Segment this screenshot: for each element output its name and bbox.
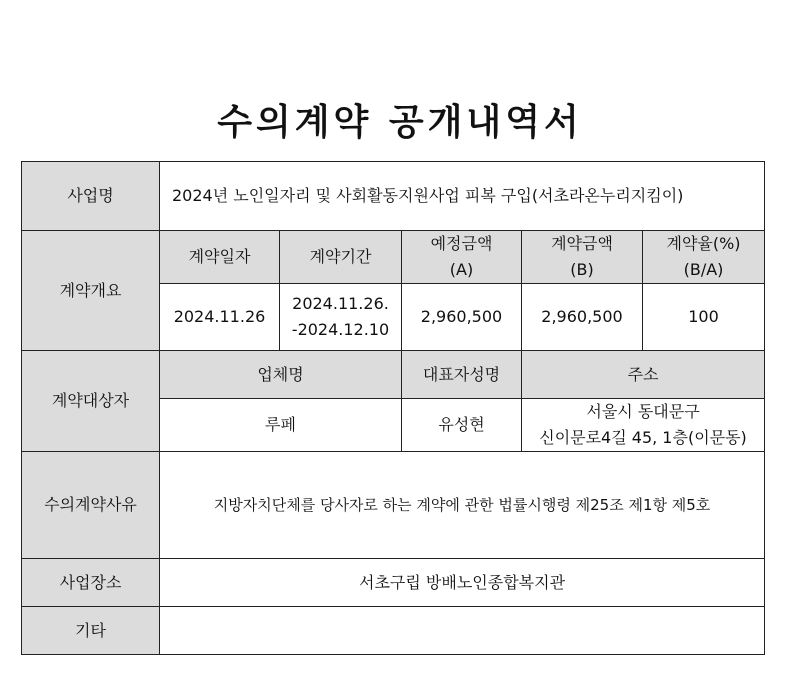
party-header-address: 주소 <box>522 351 765 399</box>
project-label: 사업명 <box>22 162 160 231</box>
party-value-representative: 유성현 <box>402 399 522 452</box>
overview-header-date: 계약일자 <box>160 231 280 284</box>
contract-table <box>21 161 765 655</box>
overview-value-date: 2024.11.26 <box>160 284 280 351</box>
overview-value-amount: 2,960,500 <box>522 284 643 351</box>
location-value: 서초구립 방배노인종합복지관 <box>160 559 765 607</box>
party-label: 계약대상자 <box>22 351 160 452</box>
reason-label: 수의계약사유 <box>22 452 160 559</box>
overview-header-period: 계약기간 <box>280 231 402 284</box>
overview-value-rate: 100 <box>643 284 765 351</box>
party-value-address: 서울시 동대문구 신이문로4길 45, 1층(이문동) <box>522 399 765 452</box>
etc-label: 기타 <box>22 607 160 655</box>
project-value: 2024년 노인일자리 및 사회활동지원사업 피복 구입(서초라온누리지킴이) <box>160 162 765 231</box>
overview-header-amount: 계약금액 (B) <box>522 231 643 284</box>
party-value-company: 루페 <box>160 399 402 452</box>
overview-value-estimate: 2,960,500 <box>402 284 522 351</box>
party-header-representative: 대표자성명 <box>402 351 522 399</box>
location-label: 사업장소 <box>22 559 160 607</box>
overview-label: 계약개요 <box>22 231 160 351</box>
etc-value <box>160 607 765 655</box>
party-header-company: 업체명 <box>160 351 402 399</box>
overview-value-period: 2024.11.26. -2024.12.10 <box>280 284 402 351</box>
overview-header-rate: 계약율(%) (B/A) <box>643 231 765 284</box>
document-title: 수의계약 공개내역서 <box>217 102 583 143</box>
reason-value: 지방자치단체를 당사자로 하는 계약에 관한 법률시행령 제25조 제1항 제5호 <box>160 452 765 559</box>
overview-header-estimate: 예정금액 (A) <box>402 231 522 284</box>
